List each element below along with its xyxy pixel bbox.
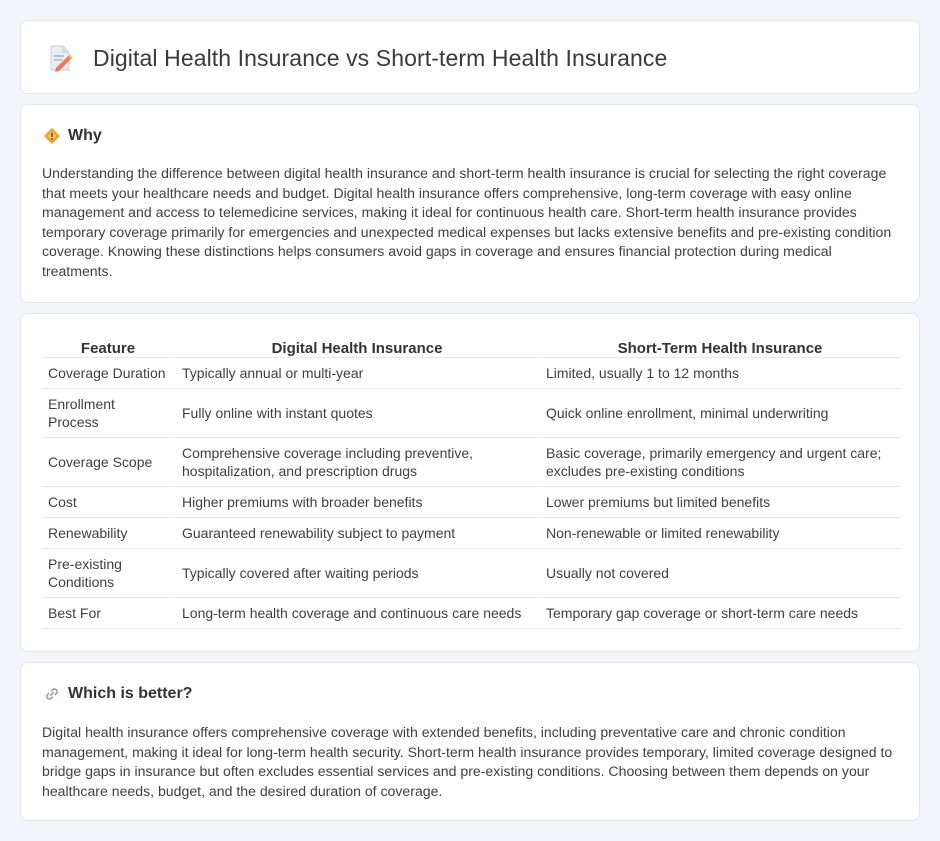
why-text: Understanding the difference between digital health insurance and short-term health insurance is crucial for selecting the right coverage that meets your healthcare needs and budget. Digital health insurance offers comprehensive, long-term coverage with easy online management and access to telemedicine services, making it ideal for continuous health care. Short-term health insurance provides temporary coverage primarily for emergencies and unexpected medical expenses but lacks extensive benefits and pre-existing condition coverage. Knowing these distinctions helps consumers avoid gaps in coverage and ensures financial protection during medical treatments.: [42, 165, 892, 279]
document-edit-icon: [47, 44, 73, 72]
better-heading: Which is better?: [68, 685, 193, 702]
digital-cell: Typically annual or multi-year: [174, 358, 538, 389]
table-row: [42, 358, 900, 389]
header-digital: Digital Health Insurance: [174, 334, 538, 358]
table-row: [42, 598, 900, 629]
table-row: [42, 389, 900, 438]
feature-cell: Coverage Duration: [42, 358, 174, 389]
comparison-table: [42, 334, 900, 629]
digital-cell: Guaranteed renewability subject to payment: [174, 518, 538, 549]
digital-cell: Higher premiums with broader benefits: [174, 487, 538, 518]
link-icon: [43, 685, 61, 703]
which-better-card: [20, 662, 920, 821]
header-short-term: Short-Term Health Insurance: [538, 334, 900, 358]
digital-cell: Fully online with instant quotes: [174, 389, 538, 438]
table-row: [42, 487, 900, 518]
better-heading-row: [43, 685, 192, 703]
warning-diamond-icon: [43, 127, 61, 145]
feature-cell: Renewability: [42, 518, 174, 549]
table-row: [42, 438, 900, 487]
table-header-row: [42, 334, 900, 358]
better-text: Digital health insurance offers comprehensive coverage with extended benefits, including preventative care and chronic condition management, making it ideal for long-term health security. Short-term health insurance provides temporary, limited coverage designed to bridge gaps in insurance but often excludes essential services and pre-existing conditions. Choosing between them depends on your healthcare needs, budget, and the desired duration of coverage.: [42, 724, 893, 799]
header-feature: Feature: [42, 334, 174, 358]
short-term-cell: Limited, usually 1 to 12 months: [538, 358, 900, 389]
digital-cell: Long-term health coverage and continuous care needs: [174, 598, 538, 629]
why-heading-row: [43, 127, 102, 145]
short-term-cell: Temporary gap coverage or short-term care needs: [538, 598, 900, 629]
page-title: Digital Health Insurance vs Short-term Health Insurance: [93, 44, 668, 71]
comparison-card: [20, 313, 920, 652]
title-row: [47, 44, 667, 72]
short-term-cell: Usually not covered: [538, 549, 900, 598]
short-term-cell: Basic coverage, primarily emergency and urgent care; excludes pre-existing conditions: [538, 438, 900, 487]
feature-cell: Enrollment Process: [42, 389, 174, 438]
feature-cell: Coverage Scope: [42, 438, 174, 487]
feature-cell: Cost: [42, 487, 174, 518]
why-heading: Why: [68, 127, 102, 144]
table-row: [42, 518, 900, 549]
feature-cell: Pre-existing Conditions: [42, 549, 174, 598]
why-card: [20, 104, 920, 303]
digital-cell: Comprehensive coverage including preventive, hospitalization, and prescription drugs: [174, 438, 538, 487]
short-term-cell: Non-renewable or limited renewability: [538, 518, 900, 549]
short-term-cell: Quick online enrollment, minimal underwriting: [538, 389, 900, 438]
digital-cell: Typically covered after waiting periods: [174, 549, 538, 598]
header-card: [20, 20, 920, 94]
table-row: [42, 549, 900, 598]
feature-cell: Best For: [42, 598, 174, 629]
short-term-cell: Lower premiums but limited benefits: [538, 487, 900, 518]
